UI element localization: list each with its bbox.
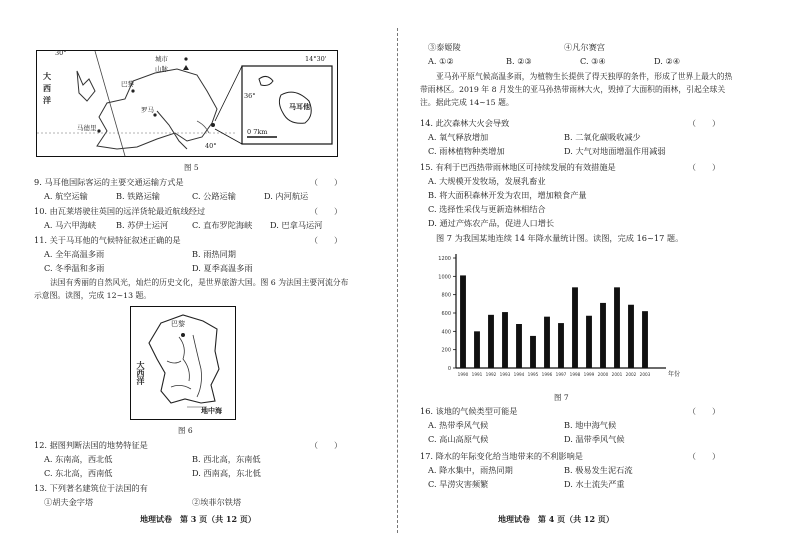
bar — [642, 311, 648, 368]
bar — [488, 315, 494, 368]
q15-option-d: D. 通过产炼农产品，促进人口增长 — [428, 218, 555, 228]
q9-stem: 9. 马耳他国际客运的主要交通运输方式是 — [34, 177, 184, 187]
q10-stem: 10. 由瓦莱塔驶往英国的远洋货轮最近航线经过 — [34, 206, 206, 216]
q16-answer-blank: （ ） — [688, 407, 720, 416]
q13-option-b: B. ②③ — [506, 56, 532, 66]
q13-option-a: A. ①② — [428, 56, 454, 66]
x-tick-label: 1992 — [485, 372, 497, 377]
bar — [530, 336, 536, 368]
madrid-label: 马德里 — [77, 124, 97, 132]
q14-option-b: B. 二氧化碳吸收减少 — [564, 132, 641, 142]
bar — [474, 331, 480, 368]
q10-option-d: D. 巴拿马运河 — [270, 220, 323, 230]
inset-scale: 0 7km — [247, 128, 268, 136]
q10-answer-blank: （ ） — [310, 207, 342, 216]
q17-answer-blank: （ ） — [688, 452, 720, 461]
q12-option-b: B. 西北高，东南低 — [192, 454, 261, 464]
bar — [516, 324, 522, 368]
figure-7-caption: 图 7 — [554, 393, 569, 402]
q14-option-c: C. 雨林植物种类增加 — [428, 146, 505, 156]
q9-answer-blank: （ ） — [310, 178, 342, 187]
q14-option-a: A. 氧气释放增加 — [428, 132, 489, 142]
q9-option-a: A. 航空运输 — [44, 191, 88, 201]
legend-city: 城市 — [155, 55, 168, 63]
q17-stem: 17. 降水的年际变化给当地带来的不利影响是 — [420, 451, 583, 461]
q12-stem: 12. 据图判断法国的地势特征是 — [34, 440, 148, 450]
q10-option-c: C. 直布罗陀海峡 — [192, 220, 253, 230]
q11-answer-blank: （ ） — [310, 236, 342, 245]
ocean-char-2: 西 — [43, 83, 51, 93]
q17-option-a: A. 降水集中，雨热同期 — [428, 465, 513, 475]
q13-stem: 13. 下列著名建筑位于法国的有 — [34, 483, 148, 493]
inset-longitude: 14°30' — [305, 55, 327, 63]
q17-option-c: C. 旱涝灾害频繁 — [428, 479, 489, 489]
q11-option-c: C. 冬季温和多雨 — [44, 263, 105, 273]
q15-option-c: C. 选择性采伐与更新造林相结合 — [428, 204, 546, 214]
rome-label: 罗马 — [141, 106, 154, 114]
q15-option-a: A. 大规模开发牧场，发展乳畜业 — [428, 176, 546, 186]
q15-answer-blank: （ ） — [688, 163, 720, 172]
x-tick-label: 2000 — [597, 372, 609, 377]
y-tick-label: 200 — [441, 347, 451, 354]
q13-item-1: ①胡夫金字塔 — [44, 497, 94, 507]
q13-item-3: ③泰姬陵 — [428, 42, 461, 52]
q11-option-b: B. 雨热同期 — [192, 249, 236, 259]
q13-item-4: ④凡尔赛宫 — [564, 42, 605, 52]
q16-stem: 16. 该地的气候类型可能是 — [420, 406, 518, 416]
y-tick-label: 1000 — [438, 274, 451, 281]
intro-amazon: 亚马孙平原气候高温多雨，为植物生长提供了得天独厚的条件，形成了世界上最大的热带雨林区。2019 年 8 月发生的亚马孙热带雨林大火，毁掉了大面积的雨林，引起全球关注。据此完成 14~15 题。 — [420, 72, 733, 107]
q14-stem: 14. 此次森林大火会导致 — [420, 118, 510, 128]
q16-option-c: C. 高山高原气候 — [428, 434, 489, 444]
right-footer: 地理试卷 第 4 页（共 12 页） — [498, 514, 614, 524]
q10-option-a: A. 马六甲海峡 — [44, 220, 97, 230]
q17-option-d: D. 水土流失严重 — [564, 479, 625, 489]
q12-answer-blank: （ ） — [310, 441, 342, 450]
parallel-label: 40° — [205, 142, 217, 150]
paris-label: 巴黎 — [171, 320, 185, 328]
latitude-label: 30° — [55, 49, 67, 57]
right-page — [398, 0, 794, 560]
atlantic-label: 大西洋 — [136, 361, 146, 385]
q15-stem: 15. 有利于巴西热带雨林地区可持续发展的有效措施是 — [420, 162, 616, 172]
x-tick-label: 2002 — [625, 372, 637, 377]
x-tick-label: 1993 — [499, 372, 511, 377]
bar — [460, 275, 466, 368]
bar — [614, 287, 620, 368]
bar — [502, 312, 508, 368]
bar — [572, 287, 578, 368]
q13-item-2: ②埃菲尔铁塔 — [192, 497, 242, 507]
q12-option-c: C. 东北高，西南低 — [44, 468, 113, 478]
x-tick-label: 1991 — [471, 372, 483, 377]
q11-option-a: A. 全年高温多雨 — [44, 249, 105, 259]
x-tick-label: 1997 — [555, 372, 567, 377]
bar — [600, 303, 606, 368]
q16-option-d: D. 温带季风气候 — [564, 434, 625, 444]
y-tick-label: 800 — [441, 292, 451, 299]
y-tick-label: 400 — [441, 329, 451, 336]
bar — [558, 323, 564, 368]
x-axis-label: 年份 — [668, 371, 681, 378]
y-tick-label: 0 — [447, 366, 451, 372]
inset-latitude: 36° — [244, 92, 256, 100]
q13-option-d: D. ②④ — [654, 56, 681, 66]
q11-option-d: D. 夏季高温多雨 — [192, 263, 253, 273]
ocean-char-3: 洋 — [43, 95, 51, 105]
x-tick-label: 1996 — [541, 372, 553, 377]
figure-5-map — [36, 50, 338, 157]
q9-option-b: B. 铁路运输 — [116, 191, 160, 201]
figure-6-caption: 图 6 — [178, 426, 193, 435]
intro-chart: 图 7 为我国某地连续 14 年降水量统计图。读图，完成 16~17 题。 — [436, 233, 684, 243]
x-tick-label: 2003 — [639, 372, 651, 377]
y-tick-label: 600 — [441, 311, 451, 317]
q12-option-d: D. 西南高，东北低 — [192, 468, 261, 478]
q14-option-d: D. 大气对地面增温作用减弱 — [564, 146, 666, 156]
q15-option-b: B. 将大面积森林开发为农田，增加粮食产量 — [428, 190, 587, 200]
q9-option-d: D. 内河航运 — [264, 191, 309, 201]
q16-option-a: A. 热带季风气候 — [428, 420, 489, 430]
left-page — [0, 0, 396, 560]
mediterranean-label: 地中海 — [201, 406, 222, 415]
q16-option-b: B. 地中海气候 — [564, 420, 617, 430]
intro-france: 法国有秀丽的自然风光，灿烂的历史文化，是世界旅游大国。图 6 为法国主要河流分布示意图。读图，完成 12~13 题。 — [34, 278, 349, 300]
x-tick-label: 1999 — [583, 372, 595, 377]
x-tick-label: 2001 — [611, 372, 623, 377]
x-tick-label: 1995 — [527, 372, 539, 377]
ocean-char-1: 大 — [43, 71, 51, 81]
x-tick-label: 1998 — [569, 372, 581, 377]
figure-6-map — [130, 306, 236, 420]
q9-option-c: C. 公路运输 — [192, 191, 236, 201]
legend-mountain: 山脉 — [155, 65, 168, 73]
bar — [544, 317, 550, 368]
q12-option-a: A. 东南高，西北低 — [44, 454, 113, 464]
q14-answer-blank: （ ） — [688, 119, 720, 128]
bar — [586, 316, 592, 368]
q11-stem: 11. 关于马耳他的气候特征叙述正确的是 — [34, 235, 181, 245]
x-tick-label: 1990 — [457, 372, 469, 377]
q17-option-b: B. 极易发生泥石流 — [564, 465, 633, 475]
malta-label: 马耳他 — [289, 102, 310, 111]
q10-option-b: B. 苏伊士运河 — [116, 220, 169, 230]
left-footer: 地理试卷 第 3 页（共 12 页） — [140, 514, 256, 524]
q13-option-c: C. ③④ — [580, 56, 606, 66]
paris-label: 巴黎 — [121, 80, 134, 88]
figure-7-bar-chart — [426, 250, 688, 388]
y-tick-label: 1200 — [438, 256, 451, 262]
x-tick-label: 1994 — [513, 372, 525, 377]
bar — [628, 305, 634, 368]
figure-5-caption: 图 5 — [184, 163, 199, 172]
